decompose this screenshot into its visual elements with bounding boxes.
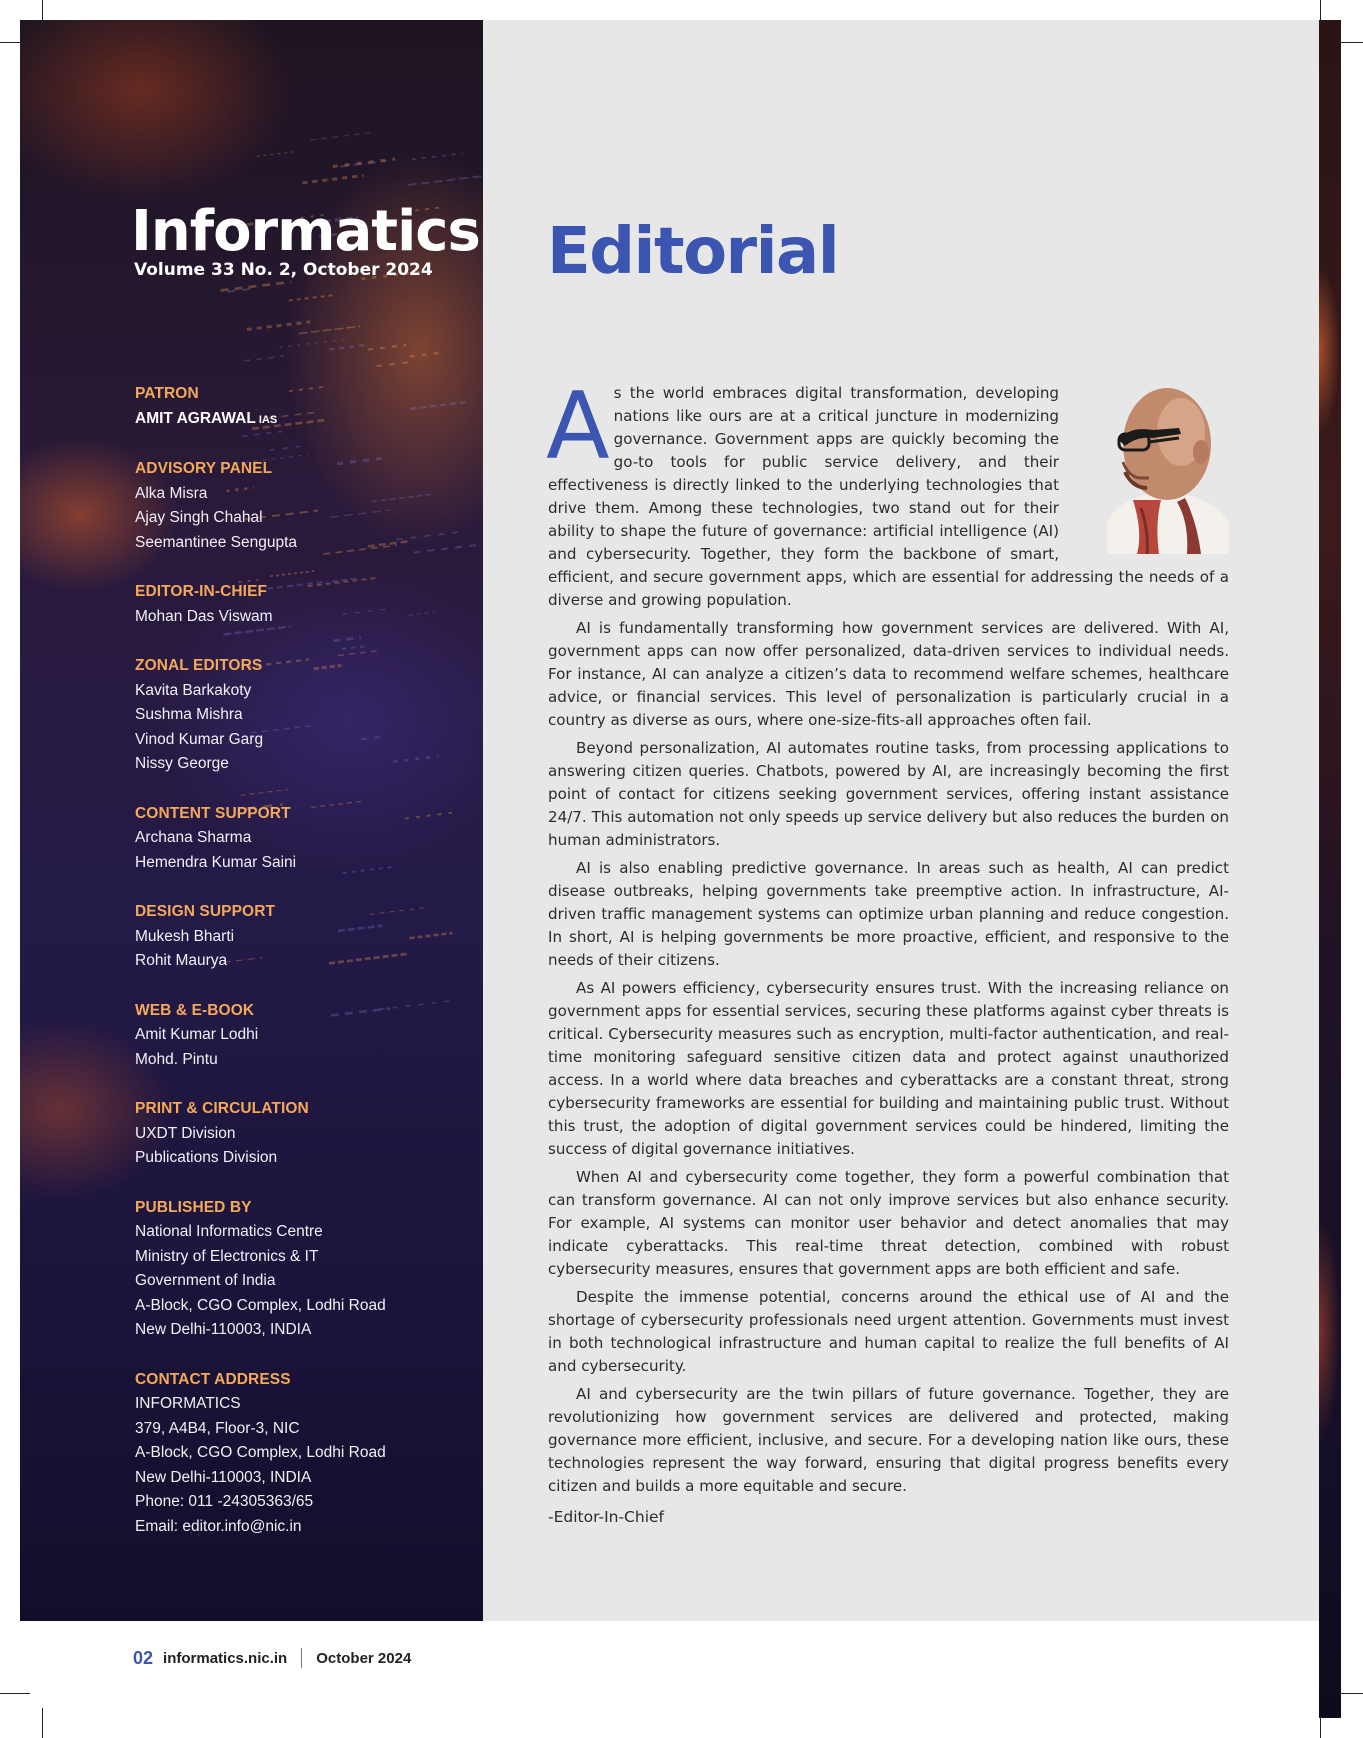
credit-line: Seemantinee Sengupta xyxy=(135,533,298,551)
credit-heading: PATRON xyxy=(135,385,199,402)
credit-heading: CONTENT SUPPORT xyxy=(135,804,291,822)
footer-date: October 2024 xyxy=(316,1649,412,1667)
credit-group xyxy=(135,1097,475,1171)
credit-line: INFORMATICS xyxy=(135,1395,241,1412)
credit-heading: ADVISORY PANEL xyxy=(135,460,273,477)
crop-mark xyxy=(42,1708,43,1738)
magazine-title: Informatics xyxy=(131,199,480,264)
credit-line: 379, A4B4, Floor-3, NIC xyxy=(135,1419,300,1437)
patron-name: AMIT AGRAWAL xyxy=(135,409,256,427)
credit-line: Archana Sharma xyxy=(135,829,252,846)
credit-line xyxy=(135,407,475,433)
credit-line: Ajay Singh Chahal xyxy=(135,509,263,526)
credit-group xyxy=(135,654,475,777)
credit-heading: PRINT & CIRCULATION xyxy=(135,1100,309,1117)
editorial-paragraph: As AI powers efficiency, cybersecurity ensures trust. With the increasing reliance on government apps for essential services, securing these platforms against cyber threats is critical. Cybersecurity measures such as encryption, multi-factor authentication, and real-time monitoring safeguard sensitive citizen data and protect against unauthorized access. In a world where data breaches and cyberattacks are a constant threat, strong cybersecurity frameworks are essential for building and maintaining public trust. Without this trust, the adoption of digital government services could be hindered, limiting the success of digital governance initiatives. xyxy=(548,979,1229,1158)
editorial-paragraph: AI and cybersecurity are the twin pillars of future governance. Together, they are revolutionizing how government services are delivered and protected, making governance more efficient, inclusive, and secure. For a developing nation like ours, these technologies represent the way forward, ensuring that digital progress benefits every citizen and builds a more equitable and secure. xyxy=(548,1385,1229,1495)
credit-line: Kavita Barkakoty xyxy=(135,681,252,699)
editorial-body xyxy=(546,372,1229,1503)
credit-line: National Informatics Centre xyxy=(135,1223,323,1240)
credit-line: Sushma Mishra xyxy=(135,706,243,723)
patron-suffix: IAS xyxy=(258,413,278,426)
masthead-sidebar xyxy=(20,20,483,1621)
credit-heading: CONTACT ADDRESS xyxy=(135,1370,291,1388)
credit-line: Ministry of Electronics & IT xyxy=(135,1247,319,1265)
credit-line: Email: editor.info@nic.in xyxy=(135,1517,302,1535)
footer-divider xyxy=(301,1648,302,1668)
editorial-paragraph: Despite the immense potential, concerns around the ethical use of AI and the shortage of cybersecurity professionals need urgent attention. Governments must invest in both technological infrastructure and human capital to realize the full benefits of AI and cybersecurity. xyxy=(548,1288,1229,1375)
credit-line: UXDT Division xyxy=(135,1124,236,1142)
credit-group xyxy=(135,580,475,629)
paragraph-text: s the world embraces digital transformation, developing nations like ours are at a critical juncture in modernizing governance. Government apps are quickly becoming the go-to tools for public service delivery, and their effectiveness is directly linked to the underlying technologies that drive them. Among these technologies, two stand out for their ability to shape the future of governance: artificial intelligence (AI) and cybersecurity. Together, they form the backbone of smart, efficient, and secure government apps, which are essential for addressing the needs of a diverse and growing population. xyxy=(548,384,1229,609)
credit-heading: WEB & E-BOOK xyxy=(135,1001,255,1019)
credit-group xyxy=(135,457,475,555)
credit-line: A-Block, CGO Complex, Lodhi Road xyxy=(135,1296,386,1314)
credit-line: Hemendra Kumar Saini xyxy=(135,853,297,871)
issue-line: Volume 33 No. 2, October 2024 xyxy=(134,260,433,280)
credit-line: Mohd. Pintu xyxy=(135,1050,218,1068)
credit-line: New Delhi-110003, INDIA xyxy=(135,1321,312,1338)
credit-group xyxy=(135,802,475,876)
page-number: 02 xyxy=(133,1647,154,1668)
editorial-paragraph: AI is also enabling predictive governance. In areas such as health, AI can predict disease outbreaks, helping governments take preemptive action. In infrastructure, AI-driven traffic management systems can optimize urban planning and reduce congestion. In short, AI is helping governments be more proactive, efficient, and responsive to the needs of their citizens. xyxy=(548,859,1229,969)
footer-site: informatics.nic.in xyxy=(163,1649,288,1667)
credit-line: Phone: 011 -24305363/65 xyxy=(135,1493,314,1510)
page-edge-strip xyxy=(1319,20,1341,1718)
drop-cap: A xyxy=(546,372,610,480)
credit-heading: DESIGN SUPPORT xyxy=(135,903,276,920)
page-title: Editorial xyxy=(547,215,839,289)
credit-group xyxy=(135,1196,475,1343)
credit-group-patron xyxy=(135,382,475,432)
credit-line: Alka Misra xyxy=(135,484,208,502)
credit-group xyxy=(135,900,475,974)
credit-line: Nissy George xyxy=(135,755,229,772)
credit-line: Rohit Maurya xyxy=(135,952,228,969)
credit-line: Vinod Kumar Garg xyxy=(135,730,264,748)
editorial-signoff: -Editor-In-Chief xyxy=(548,1508,665,1526)
editor-portrait xyxy=(1089,382,1229,554)
credit-line: Government of India xyxy=(135,1272,276,1289)
masthead-brand xyxy=(131,199,480,280)
credit-group xyxy=(135,999,475,1073)
editorial-paragraph: When AI and cybersecurity come together, they form a powerful combination that can transform governance. AI can not only improve services but also enhance security. For example, AI systems can monitor user behavior and detect anomalies that may indicate cyberattacks. This real-time threat detection, combined with robust cybersecurity measures, ensures that government apps are both efficient and safe. xyxy=(548,1168,1229,1278)
credit-line: Mohan Das Viswam xyxy=(135,607,273,625)
crop-mark xyxy=(0,1693,30,1694)
credit-heading: EDITOR-IN-CHIEF xyxy=(135,583,268,600)
credits-list xyxy=(135,382,475,1564)
credit-heading: ZONAL EDITORS xyxy=(135,657,263,674)
page-footer xyxy=(133,1646,411,1670)
credit-line: New Delhi-110003, INDIA xyxy=(135,1468,312,1486)
credit-line: Mukesh Bharti xyxy=(135,927,235,945)
credit-line: Publications Division xyxy=(135,1149,278,1166)
credit-line: A-Block, CGO Complex, Lodhi Road xyxy=(135,1444,386,1461)
credit-line: Amit Kumar Lodhi xyxy=(135,1026,259,1043)
editorial-paragraph: AI is fundamentally transforming how government services are delivered. With AI, government apps can now offer personalized, data-driven services to individual needs. For instance, AI can analyze a citizen’s data to recommend welfare schemes, healthcare advice, or financial services. This level of personalization is particularly crucial in a country as diverse as ours, where one-size-fits-all approaches often fail. xyxy=(548,619,1229,729)
credit-heading: PUBLISHED BY xyxy=(135,1198,252,1216)
editorial-paragraph: Beyond personalization, AI automates routine tasks, from processing applications to answering citizen queries. Chatbots, powered by AI, are increasingly becoming the first point of contact for citizens seeking government services, offering instant assistance 24/7. This automation not only speeds up service delivery but also reduces the burden on human administrators. xyxy=(548,739,1229,849)
credit-group xyxy=(135,1368,475,1540)
